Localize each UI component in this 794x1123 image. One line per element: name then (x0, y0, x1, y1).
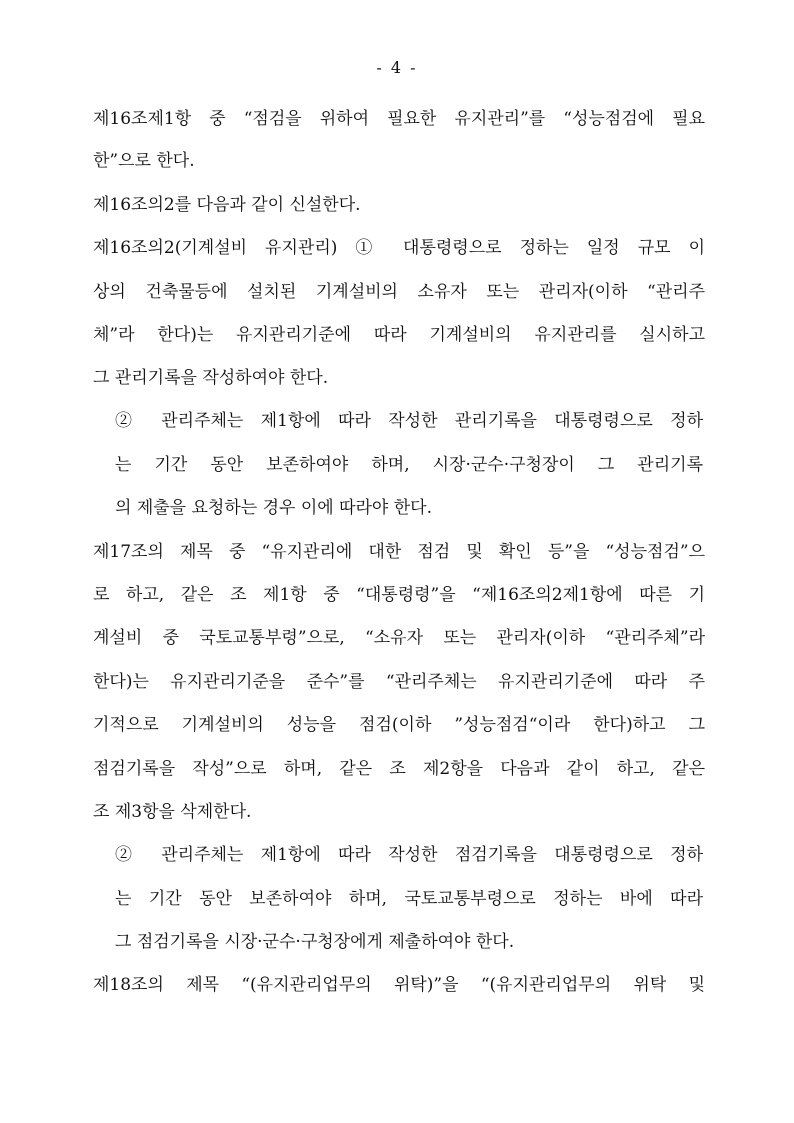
text-line: 체”라 한다)는 유지관리기준에 따라 기계설비의 유지관리를 실시하고 (93, 325, 705, 345)
text-line: 계설비 중 국토교통부령”으로, “소유자 또는 관리자(이하 “관리주체”라 (93, 628, 705, 648)
text-line: 조 제3항을 삭제한다. (93, 802, 252, 822)
text-line: 제16조의2(기계설비 유지관리) ① 대통령령으로 정하는 일정 규모 이 (93, 238, 705, 258)
text-line: 한”으로 한다. (93, 151, 195, 171)
text-line: 그 점검기록을 시장·군수·구청장에게 제출하여야 한다. (115, 932, 515, 952)
text-line: 제16조의2를 다음과 같이 신설한다. (93, 195, 361, 215)
text-line: 제17조의 제목 중 “유지관리에 대한 점검 및 확인 등”을 “성능점검”으 (93, 542, 705, 562)
text-line: 한다)는 유지관리기준을 준수”를 “관리주체는 유지관리기준에 따라 주 (93, 672, 705, 692)
text-line: 는 기간 동안 보존하여야 하며, 시장·군수·구청장이 그 관리기록 (115, 455, 703, 475)
page-number: - 4 - (376, 58, 418, 77)
text-line: 상의 건축물등에 설치된 기계설비의 소유자 또는 관리자(이하 “관리주 (93, 282, 705, 302)
text-line: ② 관리주체는 제1항에 따라 작성한 관리기록을 대통령령으로 정하 (115, 411, 703, 431)
text-line: 제18조의 제목 “(유지관리업무의 위탁)”을 “(유지관리업무의 위탁 및 (93, 975, 705, 995)
text-line: 그 관리기록을 작성하여야 한다. (93, 368, 329, 388)
text-line: ② 관리주체는 제1항에 따라 작성한 점검기록을 대통령령으로 정하 (115, 845, 703, 865)
text-line: 점검기록을 작성”으로 하며, 같은 조 제2항을 다음과 같이 하고, 같은 (93, 759, 705, 779)
text-line: 는 기간 동안 보존하여야 하며, 국토교통부령으로 정하는 바에 따라 (115, 889, 703, 909)
text-line: 제16조제1항 중 “점검을 위하여 필요한 유지관리”를 “성능점검에 필요 (93, 109, 705, 129)
text-line: 로 하고, 같은 조 제1항 중 “대통령령”을 “제16조의2제1항에 따른 기 (93, 585, 705, 605)
text-line: 의 제출을 요청하는 경우 이에 따라야 한다. (115, 498, 433, 518)
text-line: 기적으로 기계설비의 성능을 점검(이하 ”성능점검“이라 한다)하고 그 (93, 715, 705, 735)
